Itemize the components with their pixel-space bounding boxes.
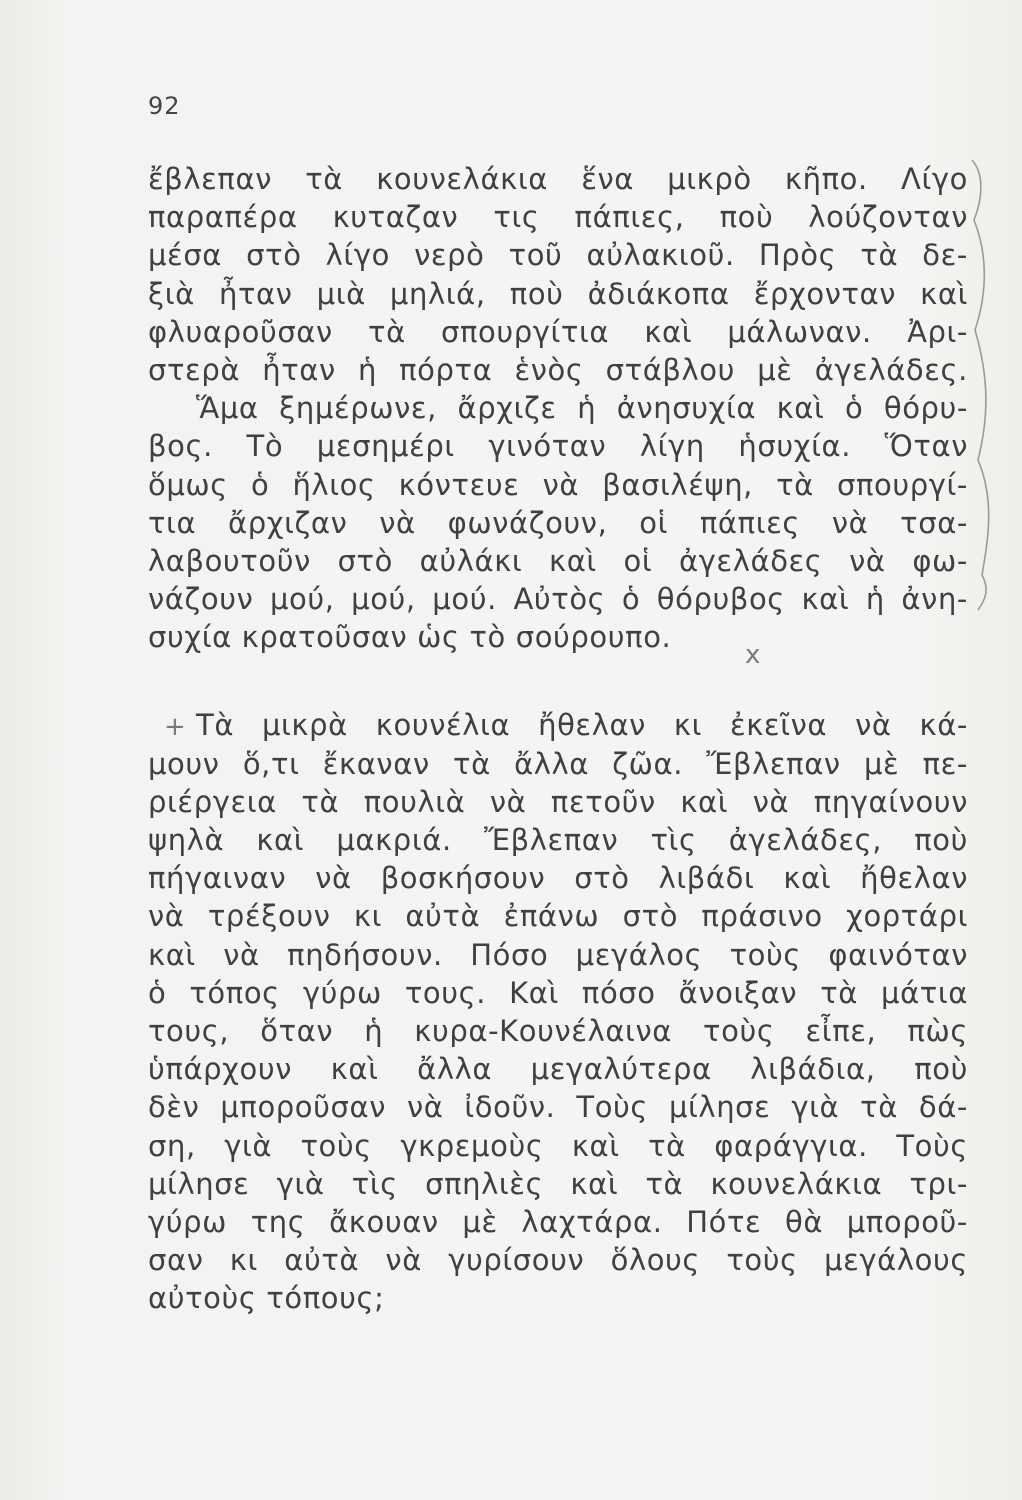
text-line: ἔβλεπαν τὰ κουνελάκια ἕνα μικρὸ κῆπο. Λίγο: [148, 162, 968, 196]
text-line: σαν κι αὐτὰ νὰ γυρίσουν ὅλους τοὺς μεγάλους: [148, 1243, 968, 1278]
text-line: Τὰ μικρὰ κουνέλια ἤθελαν κι ἐκεῖνα νὰ κά-: [196, 708, 968, 743]
text-line: στερὰ ἦταν ἡ πόρτα ἑνὸς στάβλου μὲ ἀγελάδες.: [148, 352, 968, 387]
paragraph-gap: [148, 656, 968, 706]
text-line: λαβουτοῦν στὸ αὐλάκι καὶ οἱ ἀγελάδες νὰ φω-: [148, 543, 968, 578]
text-line: καὶ νὰ πηδήσουν. Πόσο μεγάλος τοὺς φαινόταν: [148, 937, 968, 972]
body-text: [148, 160, 968, 1317]
text-line: πήγαιναν νὰ βοσκήσουν στὸ λιβάδι καὶ ἤθελαν: [148, 861, 968, 896]
text-line: παραπέρα κυταζαν τις πάπιες, ποὺ λούζονταν: [148, 200, 968, 235]
text-line: μίλησε γιὰ τὶς σπηλιὲς καὶ τὰ κουνελάκια τρι-: [148, 1166, 968, 1201]
text-line: ὑπάρχουν καὶ ἄλλα μεγαλύτερα λιβάδια, ποὺ: [148, 1052, 968, 1087]
text-line: συχία κρατοῦσαν ὡς τὸ σούρουπο.: [148, 620, 672, 655]
text-line: βος. Τὸ μεσημέρι γινόταν λίγη ἡσυχία. Ὅταν: [148, 429, 968, 464]
text-line: μέσα στὸ λίγο νερὸ τοῦ αὐλακιοῦ. Πρὸς τὰ δε-: [148, 238, 968, 273]
text-line: δὲν μποροῦσαν νὰ ἰδοῦν. Τοὺς μίλησε γιὰ τὰ δά-: [148, 1090, 968, 1125]
text-line: ριέργεια τὰ πουλιὰ νὰ πετοῦν καὶ νὰ πηγαίνουν: [148, 784, 968, 819]
text-line: τους, ὅταν ἡ κυρα-Κουνέλαινα τοὺς εἶπε, πὼς: [148, 1013, 968, 1048]
text-line: μουν ὅ,τι ἔκαναν τὰ ἄλλα ζῶα. Ἔβλεπαν μὲ πε-: [148, 746, 968, 781]
start-mark: +: [164, 712, 186, 742]
text-line: τια ἄρχιζαν νὰ φωνάζουν, οἱ πάπιες νὰ τσα-: [148, 505, 968, 540]
text-line: ση, γιὰ τοὺς γκρεμοὺς καὶ τὰ φαράγγια. Τοὺς: [148, 1128, 968, 1163]
end-mark: x: [745, 640, 761, 670]
text-line: νάζουν μού, μού, μού. Αὐτὸς ὁ θόρυβος καὶ ἡ ἀνη-: [148, 582, 968, 617]
text-line: νὰ τρέξουν κι αὐτὰ ἐπάνω στὸ πράσινο χορτάρι: [148, 899, 968, 934]
text-line: ὁ τόπος γύρω τους. Καὶ πόσο ἄνοιξαν τὰ μάτια: [148, 975, 968, 1010]
text-line: ὅμως ὁ ἥλιος κόντευε νὰ βασιλέψη, τὰ σπουργί-: [148, 467, 968, 502]
text-line: γύρω της ἄκουαν μὲ λαχτάρα. Πότε θὰ μποροῦ-: [148, 1204, 968, 1239]
page-number: 92: [148, 92, 181, 120]
text-line: ψηλὰ καὶ μακριά. Ἔβλεπαν τὶς ἀγελάδες, ποὺ: [148, 823, 968, 857]
text-line: αὐτοὺς τόπους;: [148, 1281, 385, 1316]
text-line: φλυαροῦσαν τὰ σπουργίτια καὶ μάλωναν. Ἀρι-: [148, 314, 968, 349]
text-line: Ἅμα ξημέρωνε, ἄρχιζε ἡ ἀνησυχία καὶ ὁ θόρυ-: [196, 391, 968, 426]
paragraph-2: [148, 706, 968, 1317]
text-line: ξιὰ ἦταν μιὰ μηλιά, ποὺ ἀδιάκοπα ἔρχονταν καὶ: [148, 276, 968, 311]
paragraph-1: [148, 160, 968, 656]
